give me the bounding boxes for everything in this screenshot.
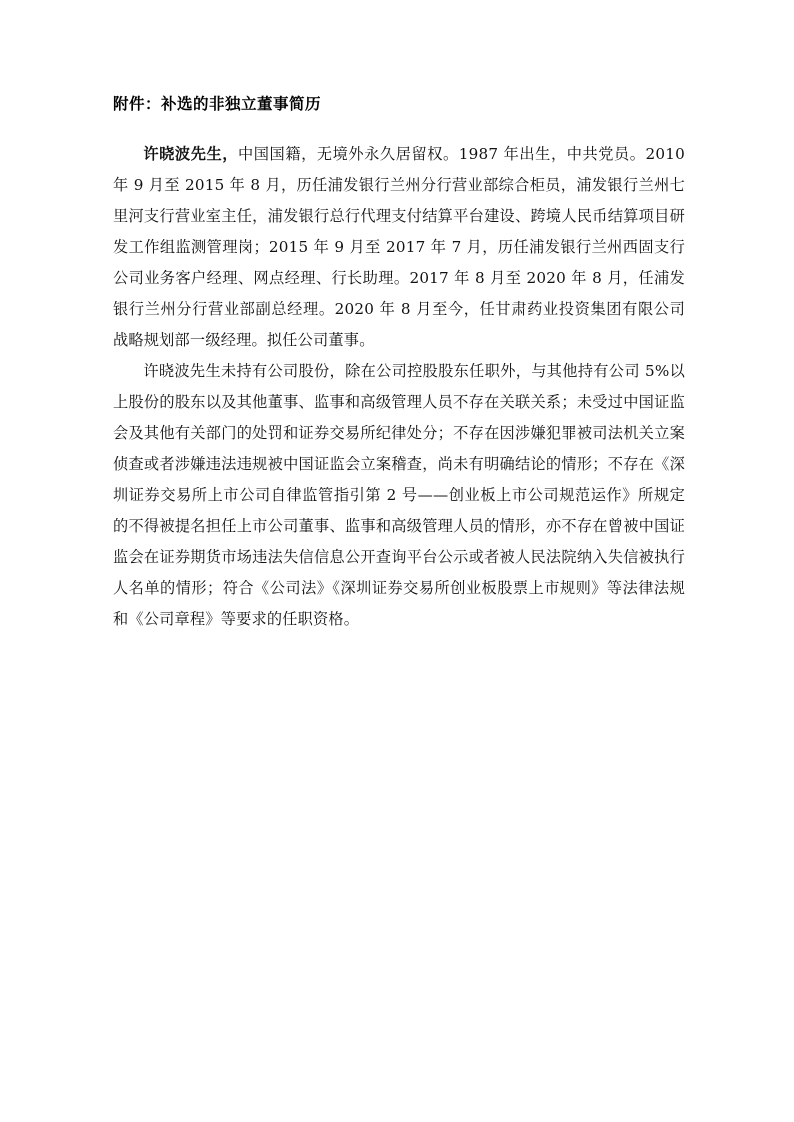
person-name-lead: 许晓波先生， xyxy=(143,145,239,164)
paragraph-biography xyxy=(113,139,685,356)
document-body xyxy=(113,92,685,635)
page-title: 附件：补选的非独立董事简历 xyxy=(113,94,322,113)
paragraph-compliance-text: 许晓波先生未持有公司股份，除在公司控股股东任职外，与其他持有公司 5%以上股份的股东以及其他董事、监事和高级管理人员不存在关联关系；未受过中国证监会及其他有关部门的处罚和证券交易所纪律处分；不存在因涉嫌犯罪被司法机关立案侦查或者涉嫌违法违规被中国证监会立案稽查，尚未有明确结论的情形；不存在《深圳证券交易所上市公司自律监管指引第 2 号——创业板上市公司规范运作》所规定的不得被提名担任上市公司董事、监事和高级管理人员的情形，亦不存在曾被中国证监会在证券期货市场违法失信信息公开查询平台公示或者被人民法院纳入失信被执行人名单的情形；符合《公司法》《深圳证券交易所创业板股票上市规则》等法律法规和《公司章程》等要求的任职资格。 xyxy=(113,362,685,629)
paragraph-compliance xyxy=(113,356,685,635)
paragraph-biography-text: 中国国籍，无境外永久居留权。1987 年出生，中共党员。2010 年 9 月至 2015 年 8 月，历任浦发银行兰州分行营业部综合柜员，浦发银行兰州七里河支行营业室主任，浦发银行总行代理支付结算平台建设、跨境人民币结算项目研发工作组监测管理岗；2015 年 9 月至 2017 年 7 月，历任浦发银行兰州西固支行公司业务客户经理、网点经理、行长助理。2017 年 8 月至 2020 年 8 月，任浦发银行兰州分行营业部副总经理。2020 年 8 月至今，任甘肃药业投资集团有限公司战略规划部一级经理。拟任公司董事。 xyxy=(113,145,686,350)
